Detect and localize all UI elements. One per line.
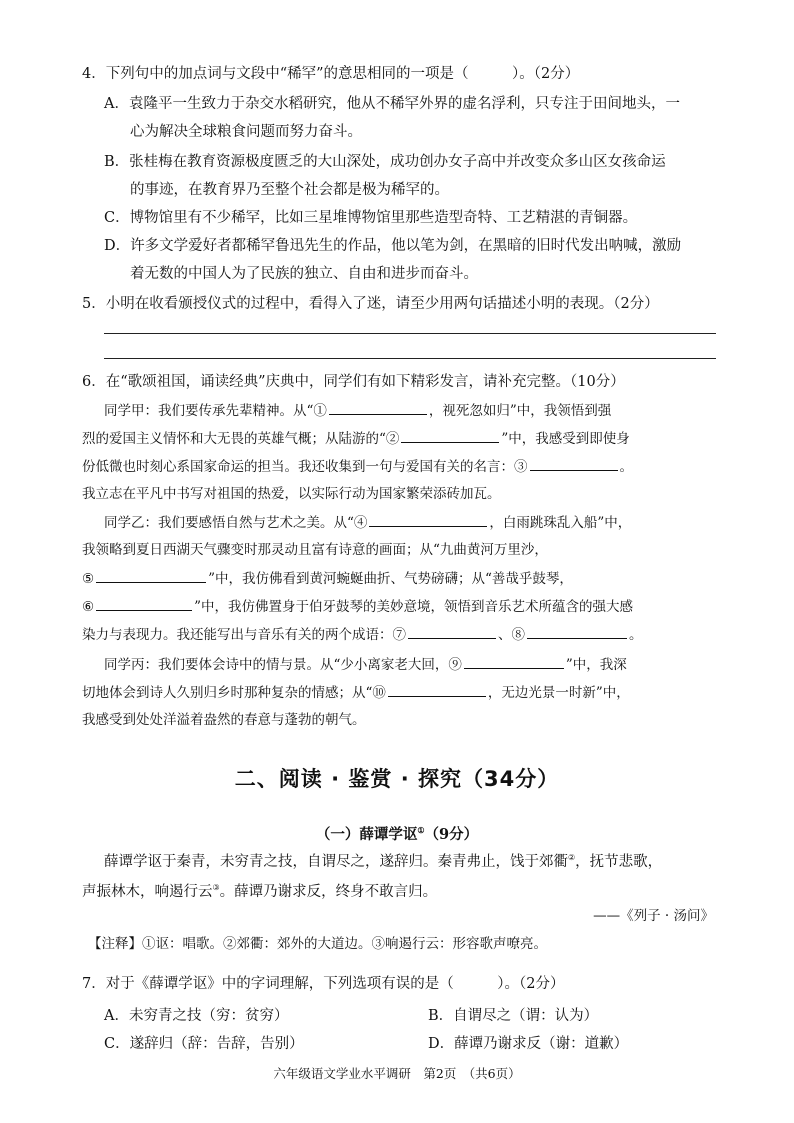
q4-option-d-line2: 着无数的中国人为了民族的独立、自由和进步而奋斗。: [130, 266, 478, 282]
q6-blank-1[interactable]: [329, 400, 427, 415]
q5-answer-line-1[interactable]: [104, 333, 716, 334]
q7-option-c: C．遂辞归（辞：告辞，告别）: [104, 1036, 304, 1052]
q6-yi-line2: 我领略到夏日西湖天气骤变时那灵动且富有诗意的画面；从“九曲黄河万里沙，: [82, 542, 548, 558]
q7-option-b: B．自谓尽之（谓：认为）: [428, 1008, 599, 1024]
q6-blank-8[interactable]: [527, 624, 627, 639]
passage-note: 【注释】①讴：唱歌。②郊衢：郊外的大道边。③响遏行云：形容歌声嘹亮。: [88, 936, 547, 952]
q6-blank-3[interactable]: [530, 456, 618, 471]
q7-stem: 7．对于《薛谭学讴》中的字词理解，下列选项有误的是（ ）。（2分）: [82, 976, 565, 992]
q5-stem: 5．小明在收看颁授仪式的过程中，看得入了迷，请至少用两句话描述小明的表现。（2分）: [82, 296, 659, 312]
q6-jia-line1: 同学甲：我们要传承先辈精神。从“① ，视死忽如归”中，我领悟到强: [104, 400, 611, 421]
q6-jia-line4: 我立志在平凡中书写对祖国的热爱，以实际行动为国家繁荣添砖加瓦。: [82, 486, 501, 502]
q6-bing-line1: 同学丙：我们要体会诗中的情与景。从“少小离家老大回，⑨ ”中，我深: [104, 654, 627, 675]
q6-blank-7[interactable]: [408, 624, 496, 639]
q4-option-b-line1: B．张桂梅在教育资源极度匮乏的大山深处，成功创办女子高中并改变众多山区女孩命运: [104, 154, 666, 170]
q6-yi-line5: 染力与表现力。我还能写出与音乐有关的两个成语：⑦ 、⑧ 。: [82, 624, 643, 645]
q6-blank-6[interactable]: [96, 596, 192, 611]
q6-stem: 6．在“歌颂祖国，诵读经典”庆典中，同学们有如下精彩发言，请补充完整。（10分）: [82, 374, 625, 390]
q7-option-a: A．未穷青之技（穷：贫穷）: [104, 1008, 289, 1024]
q6-yi-line4: ⑥ ”中，我仿佛置身于伯牙鼓琴的美妙意境，领悟到音乐艺术所蕴含的强大感: [82, 596, 633, 617]
q6-yi-line1: 同学乙：我们要感悟自然与艺术之美。从“④ ，白雨跳珠乱入船”中，: [104, 512, 631, 533]
q6-blank-2[interactable]: [401, 428, 499, 443]
q6-blank-5[interactable]: [96, 568, 206, 583]
q5-answer-line-2[interactable]: [104, 358, 716, 359]
page-footer: 六年级语文学业水平调研 第2页 （共6页）: [273, 1066, 521, 1081]
q4-option-a-line2: 心为解决全球粮食问题而努力奋斗。: [130, 124, 362, 140]
q6-bing-line3: 我感受到处处洋溢着盎然的春意与蓬勃的朝气。: [82, 712, 366, 728]
q6-blank-4[interactable]: [369, 512, 487, 527]
q4-option-c: C．博物馆里有不少稀罕，比如三星堆博物馆里那些造型奇特、工艺精湛的青铜器。: [104, 210, 638, 226]
q6-blank-10[interactable]: [388, 682, 486, 697]
q6-jia-line2: 烈的爱国主义情怀和大无畏的英雄气概；从陆游的“② ”中，我感受到即使身: [82, 428, 630, 449]
q4-option-d-line1: D．许多文学爱好者都稀罕鲁迅先生的作品，他以笔为剑，在黑暗的旧时代发出呐喊，激励: [104, 238, 682, 254]
passage-line2: 声振林木，响遏行云③。薛谭乃谢求反，终身不敢言归。: [82, 883, 438, 900]
passage-source: ——《列子 · 汤问》: [593, 908, 714, 924]
q6-jia-line3: 份低微也时刻心系国家命运的担当。我还收集到一句与爱国有关的名言：③ 。: [82, 456, 633, 477]
q6-blank-9[interactable]: [464, 654, 564, 669]
q6-bing-line2: 切地体会到诗人久别归乡时那种复杂的情感；从“⑩ ，无边光景一时新”中，: [82, 682, 630, 703]
q7-option-d: D．薛谭乃谢求反（谢：道歉）: [428, 1036, 629, 1052]
q6-yi-line3: ⑤ ”中，我仿佛看到黄河蜿蜒曲折、气势磅礴；从“善哉乎鼓琴，: [82, 568, 573, 589]
q4-stem: 4．下列句中的加点词与文段中“稀罕”的意思相同的一项是（ ）。（2分）: [82, 66, 580, 82]
section-title: 二、阅读 · 鉴赏 · 探究（34分）: [234, 767, 560, 791]
q4-option-a-line1: A．袁隆平一生致力于杂交水稻研究，他从不稀罕外界的虚名浮利，只专注于田间地头，一: [104, 96, 680, 112]
passage-line1: 薛谭学讴于秦青，未穷青之技，自谓尽之，遂辞归。秦青弗止，饯于郊衢②，抚节悲歌，: [104, 853, 663, 870]
q4-option-b-line2: 的事迹，在教育界乃至整个社会都是极为稀罕的。: [130, 182, 449, 198]
passage-title: （一）薛谭学讴①（9分）: [315, 825, 479, 843]
